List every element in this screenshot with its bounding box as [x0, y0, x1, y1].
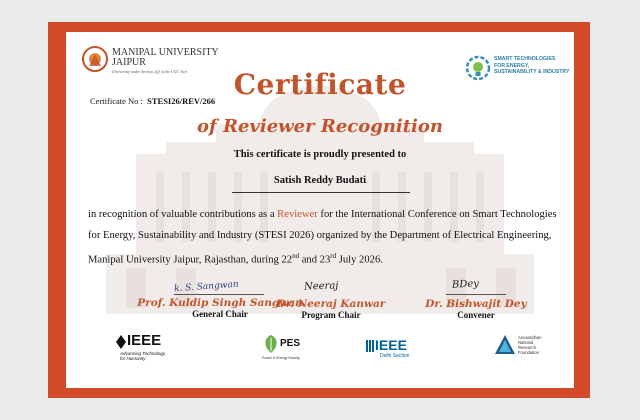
signatory-role: Program Chair	[301, 310, 361, 320]
ieee-bars-icon	[366, 340, 374, 352]
certificate-title: Certificate	[233, 68, 407, 101]
signature-3: BDey	[451, 278, 480, 291]
signature-1: k. S. Sangwan	[173, 279, 239, 295]
role-highlight: Reviewer	[277, 209, 318, 220]
signatory-role: Convener	[457, 310, 495, 320]
recipient-underline	[232, 192, 410, 193]
university-subtitle: (University under Section 2(f) of the UGC Act)	[112, 69, 187, 74]
certificate-border	[48, 22, 590, 398]
recipient-name: Satish Reddy Budati	[273, 175, 367, 186]
conference-logo-line1: SMART TECHNOLOGIES	[494, 56, 556, 62]
signature-3-line	[446, 294, 506, 295]
signatory-name: Dr. Bishwajit Dey	[425, 298, 527, 310]
ieee-diamond-icon	[116, 335, 126, 349]
certificate-body: MANIPAL UNIVERSITY JAIPUR (University under Section 2(f) of the UGC Act) SMART TECHNOLOGIES FOR ENERGY, SUSTAINABILITY & INDUSTRY Certificate No : STESI26/REV/266 Certificate of Reviewer Recognition This certificate is proudly presented to Satish Reddy Budati in recognition of valuable contributions as a Reviewer for the International Conference on Smart Technologies for Energy, Sustainability and Industry (STESI 2026) organized by the Department of Electrical Engineering, Manipal University Jaipur, Rajasthan, during 22nd and 23rd July 2026. k. S. Sangwan Neeraj BDey Prof. Kuldip Singh Sangwan General Chair Dr. Neeraj Kanwar Program Chair Dr. Bishwajit Dey Convener IEEE Advancing Technology for Humanity PES Power & Energy Society IEEE Delhi Section Anusandhan National Research Foundation	[66, 32, 574, 388]
anrf-triangle-icon	[494, 334, 516, 356]
signatory-program-chair	[256, 298, 406, 320]
presented-text: This certificate is proudly presented to	[233, 149, 407, 160]
signatory-name: Dr. Neeraj Kanwar	[276, 298, 386, 310]
conference-logo-line3: SUSTAINABILITY & INDUSTRY	[494, 69, 570, 75]
pes-leaf-icon	[262, 334, 280, 354]
conference-logo-line2: FOR ENERGY,	[494, 62, 530, 69]
signatory-name: Prof. Kuldip Singh Sangwan	[137, 297, 303, 309]
certificate-number-value: STESI26/REV/266	[147, 96, 216, 106]
recognition-text: in recognition of valuable contributions as a Reviewer for the International Conference on Smart Technologies for Energy, Sustainability and Industry (STESI 2026) organized by the Department of Electrical Engineering, Manipal University Jaipur, Rajasthan, during 22nd and 23rd July 2026.	[88, 209, 557, 266]
signatory-convener	[406, 298, 546, 320]
university-name: MANIPAL UNIVERSITY JAIPUR	[112, 47, 219, 68]
certificate-subtitle: of Reviewer Recognition	[196, 116, 443, 137]
signature-2: Neeraj	[303, 280, 339, 293]
signatory-role: General Chair	[192, 309, 248, 319]
certificate-number-label: Certificate No :	[90, 96, 143, 106]
signature-1-line	[174, 294, 264, 295]
